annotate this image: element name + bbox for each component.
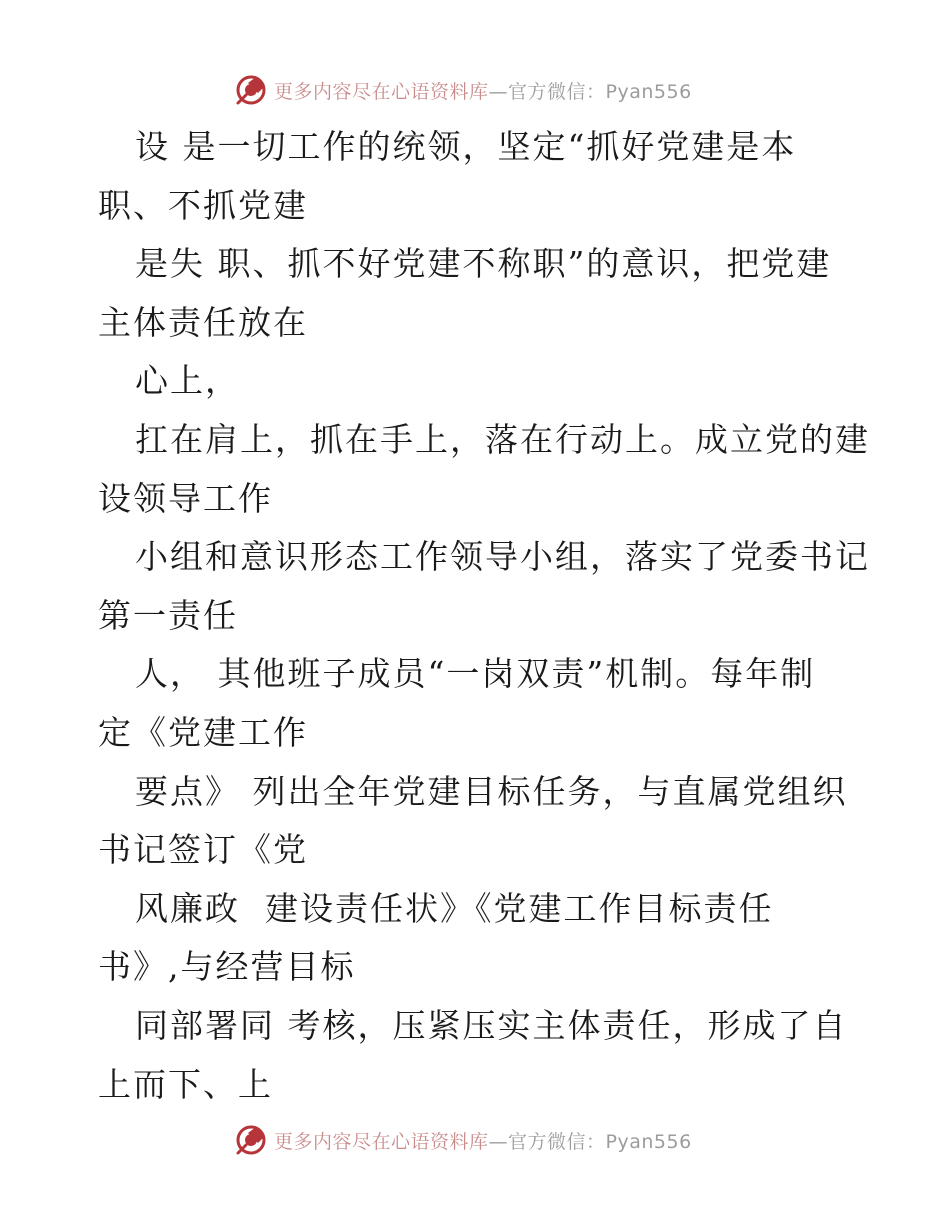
watermark-brand: 更多内容尽在心语资料库 xyxy=(274,80,489,103)
text-line: 设领导工作 xyxy=(98,478,273,518)
text-line: 书记签订《党 xyxy=(98,830,308,870)
text-line: 设 是一切工作的统领，坚定“抓好党建是本 xyxy=(135,127,797,166)
pen-logo-icon xyxy=(234,73,268,107)
text-line: 是失 职、抓不好党建不称职”的意识，把党建 xyxy=(135,244,832,284)
text-line: 定《党建工作 xyxy=(98,712,308,752)
text-line: 风廉政 建设责任状》《党建工作目标责任 xyxy=(135,888,774,928)
text-line: 要点》 列出全年党建目标任务，与直属党组织 xyxy=(135,771,848,811)
watermark-contact: —官方微信：Pyan556 xyxy=(488,80,692,103)
footer-watermark xyxy=(0,1120,950,1160)
text-line: 职、不抓党建 xyxy=(98,185,308,225)
text-line: 同部署同 考核，压紧压实主体责任，形成了自 xyxy=(135,1005,848,1045)
text-line: 小组和意识形态工作领导小组，落实了党委书记 xyxy=(135,537,870,577)
text-line: 主体责任放在 xyxy=(98,302,308,342)
header-watermark xyxy=(0,70,950,110)
text-line: 第一责任 xyxy=(98,595,238,635)
pen-logo-icon xyxy=(234,1123,268,1157)
text-line: 心上， xyxy=(135,361,240,401)
text-line: 书》,与经营目标 xyxy=(98,947,356,987)
watermark-contact: —官方微信：Pyan556 xyxy=(488,1130,692,1153)
watermark-brand: 更多内容尽在心语资料库 xyxy=(274,1130,489,1153)
text-line: 扛在肩上，抓在手上，落在行动上。成立党的建 xyxy=(135,419,870,459)
watermark-text xyxy=(274,1127,692,1154)
text-line: 人， 其他班子成员“一岗双责”机制。每年制 xyxy=(135,654,816,694)
text-line: 上而下、上 xyxy=(98,1064,273,1104)
watermark-text xyxy=(274,77,692,104)
document-body xyxy=(98,118,898,1114)
